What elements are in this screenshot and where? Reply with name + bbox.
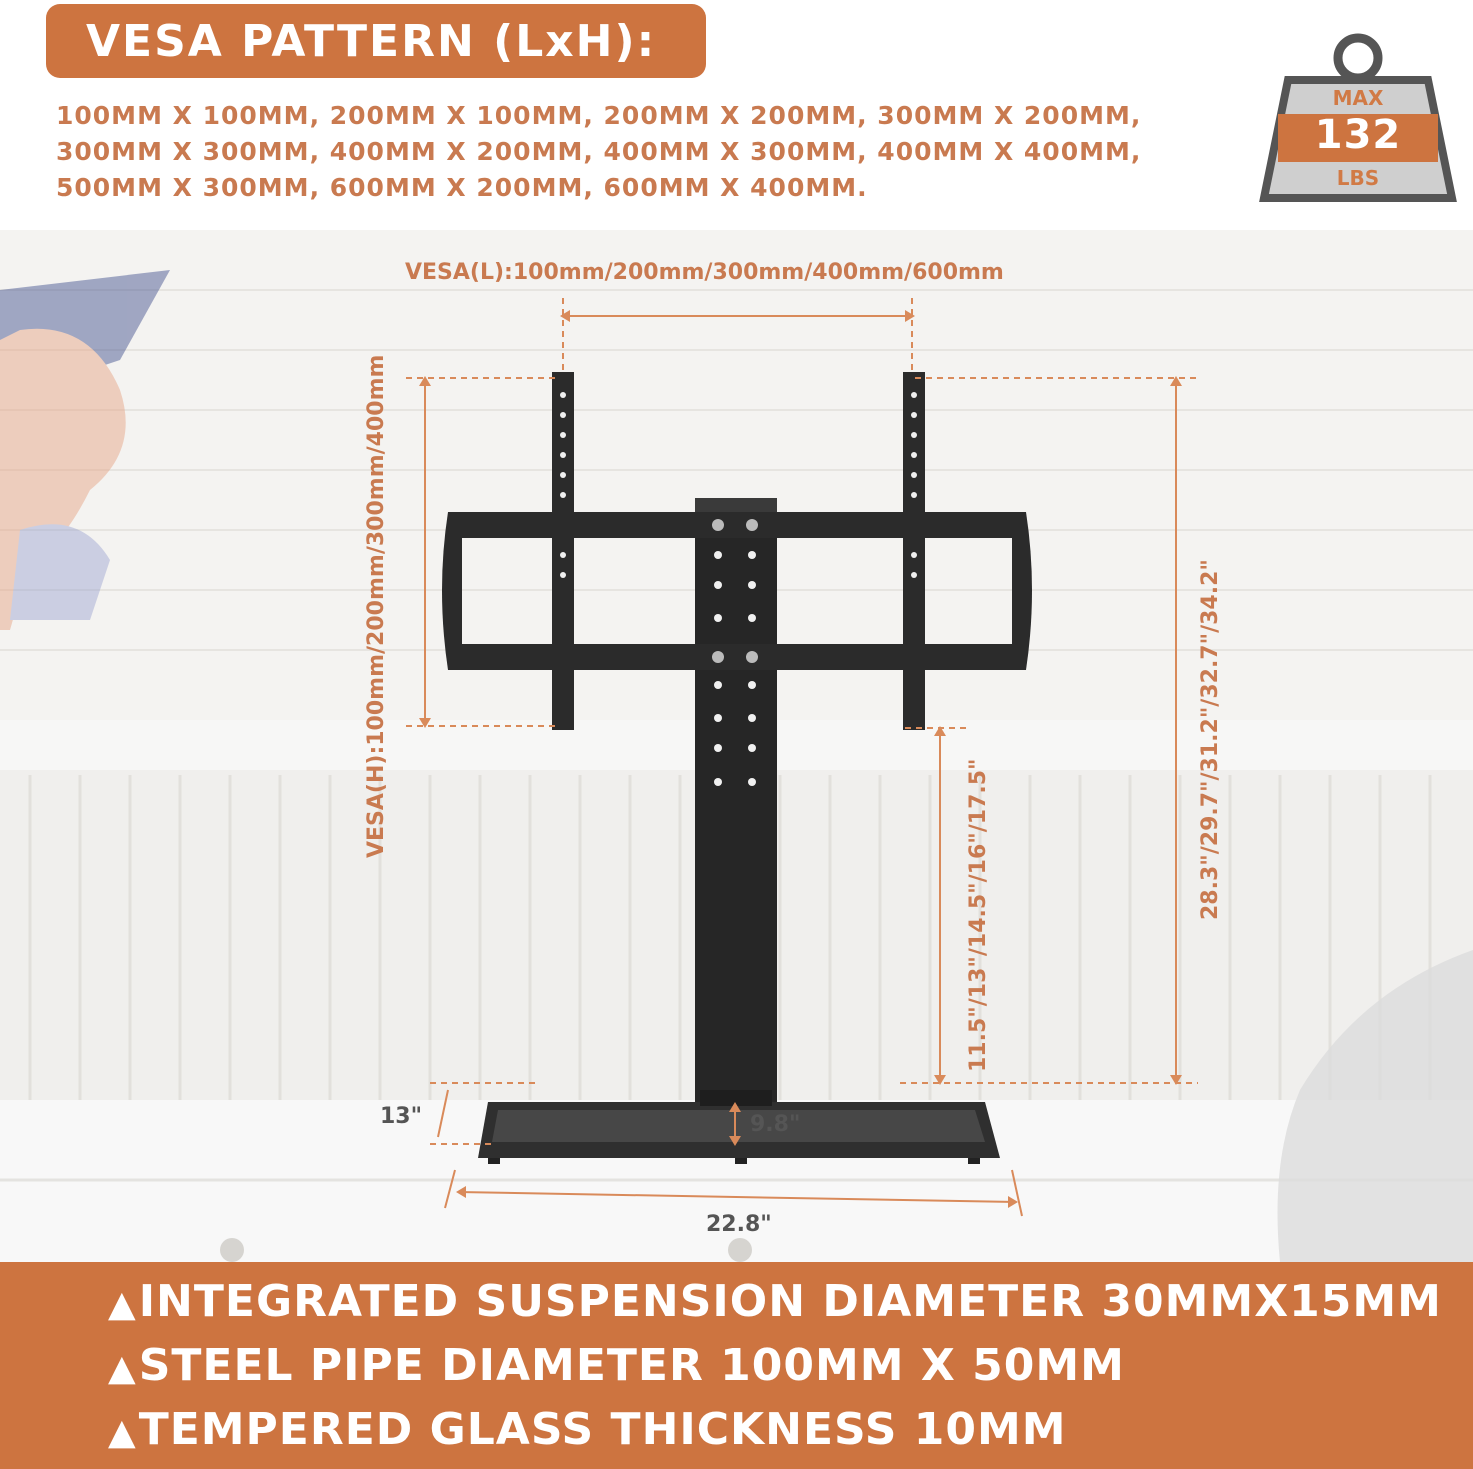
vesa-pattern-list [56,98,1166,206]
tv-stand-illustration [0,230,1473,1262]
total-height-label: 28.3"/29.7"/31.2"/32.7"/34.2" [1198,559,1223,920]
base-depth-label: 13" [380,1104,423,1129]
weight-value: 132 [1314,112,1402,158]
vesa-pattern-line: 500MM X 300MM, 600MM X 200MM, 600MM X 400MM. [56,173,868,202]
weight-max-label: MAX [1332,86,1384,110]
base-width-label: 22.8" [706,1212,772,1237]
triangle-icon: ▲ [108,1284,137,1325]
bracket-height-label: 11.5"/13"/14.5"/16"/17.5" [966,758,991,1072]
weight-unit: LBS [1336,166,1380,190]
column-height-label: 9.8" [750,1112,801,1137]
feature-item [108,1404,1067,1455]
triangle-icon: ▲ [108,1412,137,1453]
feature-text: STEEL PIPE DIAMETER 100MM X 50MM [138,1340,1125,1391]
features-banner [0,1262,1473,1469]
feature-item [108,1276,1442,1327]
triangle-icon: ▲ [108,1348,137,1389]
product-scene [0,230,1473,1262]
weight-badge [1258,30,1458,202]
feature-text: TEMPERED GLASS THICKNESS 10MM [138,1404,1067,1455]
vesa-height-label: VESA(H):100mm/200mm/300mm/400mm [364,354,389,858]
feature-item [108,1340,1125,1391]
feature-text: INTEGRATED SUSPENSION DIAMETER 30MMX15MM [138,1276,1442,1327]
title-banner [46,4,706,78]
vesa-pattern-title: VESA PATTERN (LxH): [86,15,657,67]
vesa-pattern-line: 300MM X 300MM, 400MM X 200MM, 400MM X 300MM, 400MM X 400MM, [56,137,1142,166]
vesa-pattern-line: 100MM X 100MM, 200MM X 100MM, 200MM X 200MM, 300MM X 200MM, [56,101,1142,130]
vesa-width-label: VESA(L):100mm/200mm/300mm/400mm/600mm [405,260,1004,285]
